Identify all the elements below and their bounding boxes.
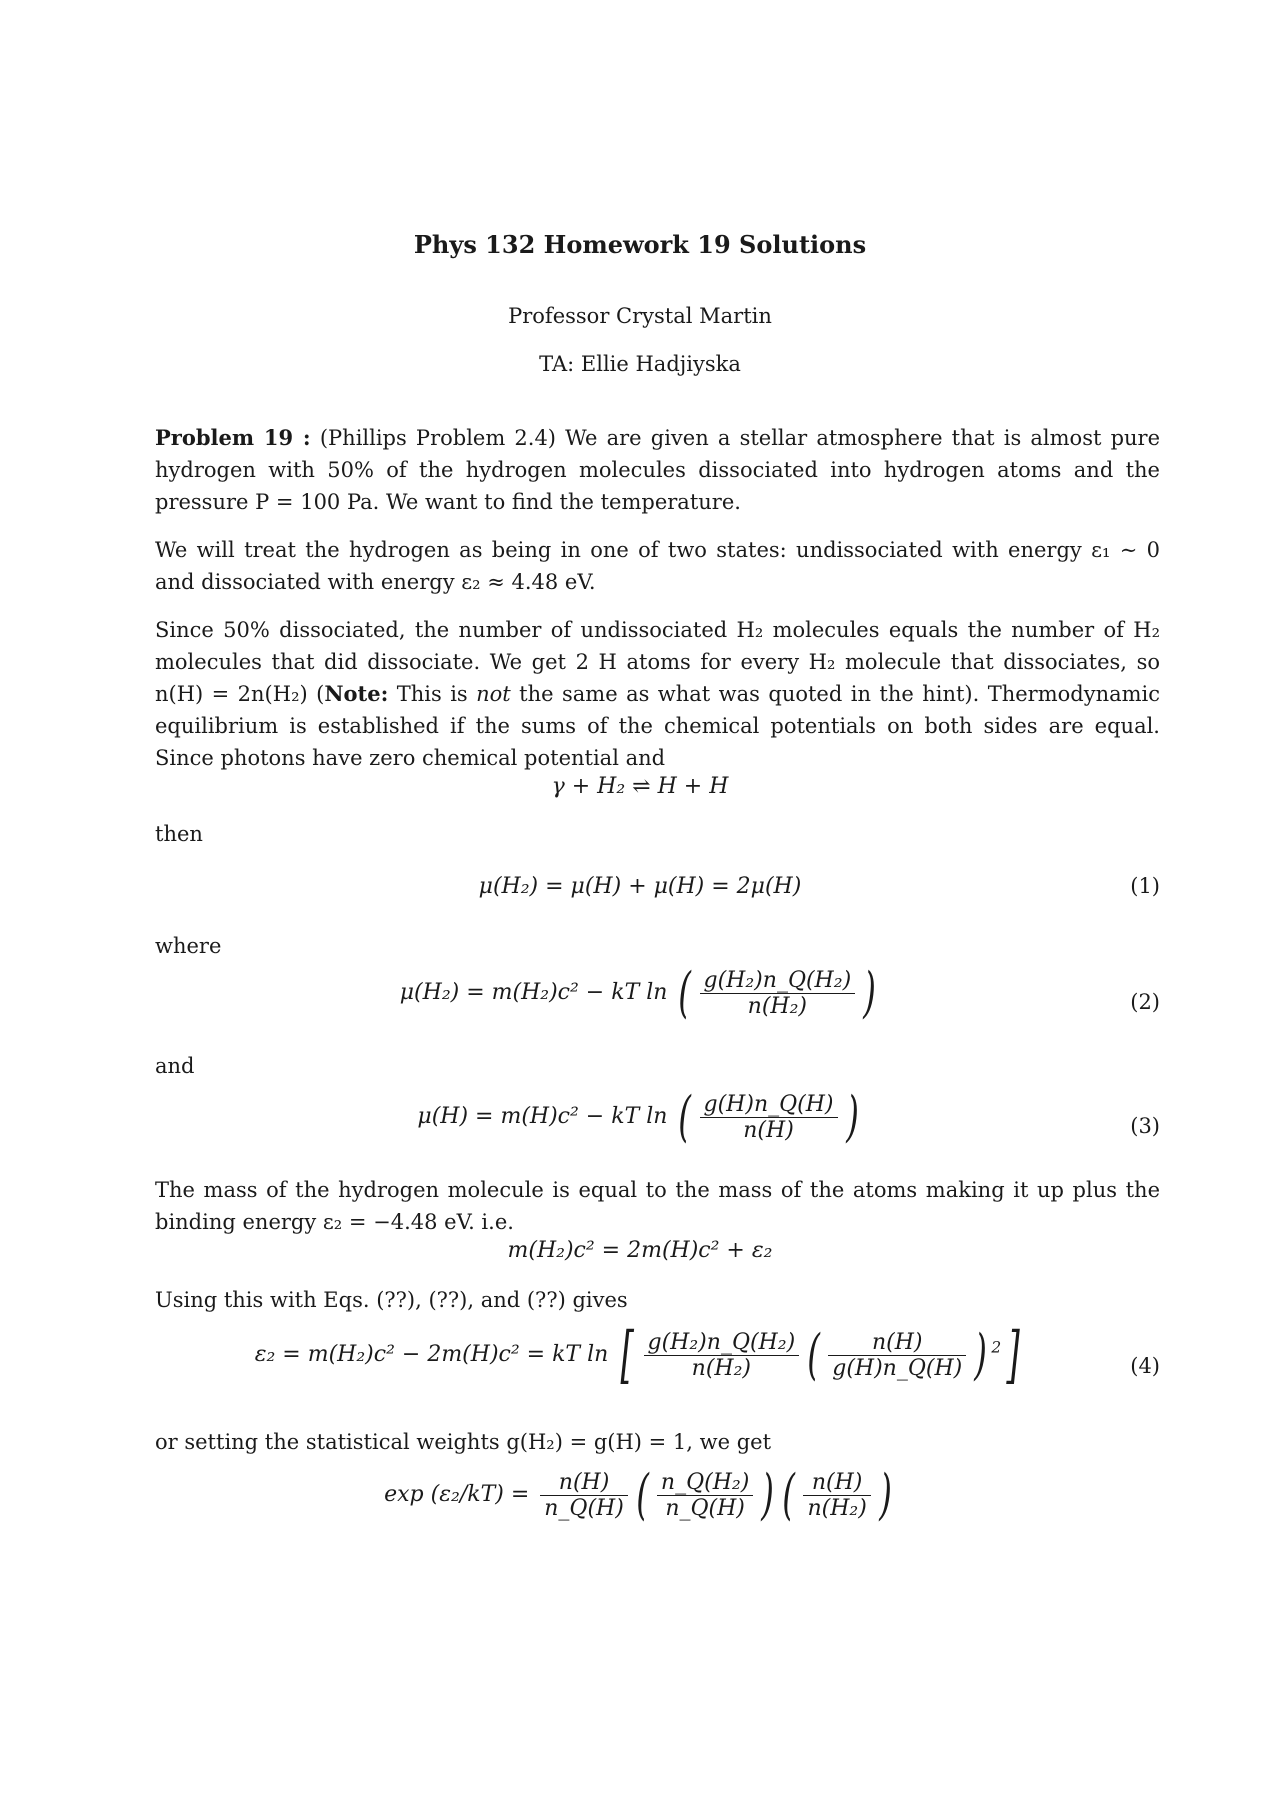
equation-2-denominator: n(H₂) <box>747 993 807 1019</box>
equation-2: μ(H₂) = m(H₂)c² − kT ln ( $\frac{\text{g(H₂)n\_Q(H₂)}}{\text{n(H₂)}}$ ) <box>399 961 877 1024</box>
equation-2-number: (2) <box>1130 990 1160 1014</box>
equation-3: μ(H) = m(H)c² − kT ln ( $\frac{g(H)n\_Q(H)}{n(H)}$ ) <box>417 1085 859 1148</box>
equation-4-fraction1-numerator: g(H₂)n_Q(H₂) <box>644 1330 800 1356</box>
paragraph-equilibrium <box>155 614 1160 774</box>
paragraph-weights: or setting the statistical weights g(H₂) = g(H) = 1, we get <box>155 1430 772 1454</box>
professor-name: Professor Crystal Martin <box>508 304 772 328</box>
equation-2-numerator: g(H₂)n_Q(H₂) <box>700 968 856 994</box>
ta-name: TA: Ellie Hadjiyska <box>539 352 741 376</box>
paragraph-states: We will treat the hydrogen as being in one of two states: undissociated with energy ε₁ ∼ 0 and dissociated with energy ε₂ ≈ 4.48 eV. <box>155 538 1160 594</box>
word-where: where <box>155 934 222 958</box>
equation-2-lhs: μ(H₂) = m(H₂)c² − kT ln <box>399 980 668 1005</box>
emphasis-not: not <box>476 682 511 706</box>
equation-3-lhs: μ(H) = m(H)c² − kT ln <box>417 1104 668 1129</box>
equation-4-fraction2-numerator: n(H) <box>828 1330 966 1356</box>
paragraph-equilibrium-text-a: Since 50% dissociated, the number of undissociated H₂ molecules equals the number of H₂ molecules that did dissociate. We get 2 H atoms for every H₂ molecule that dissociates, so n(H) = 2n(H₂) ( <box>155 618 1160 706</box>
equation-3-numerator: g(H)n_Q(H) <box>700 1092 838 1118</box>
document-title: Phys 132 Homework 19 Solutions <box>413 230 867 259</box>
equation-1: μ(H₂) = μ(H) + μ(H) = 2μ(H) <box>478 874 802 899</box>
equation-5-fraction2-numerator: n_Q(H₂) <box>657 1470 753 1496</box>
problem-statement <box>155 422 1160 518</box>
equation-5-fraction3-numerator: n(H) <box>803 1470 870 1496</box>
paragraph-using: Using this with Eqs. (??), (??), and (??) gives <box>155 1288 628 1312</box>
equation-5-fraction2-denominator: n_Q(H) <box>665 1495 745 1521</box>
paragraph-equilibrium-text-c: the same as what was quoted in the hint). Thermodynamic equilibrium is established if the sums of the chemical potentials on both sides are equal. Since photons have zero chemical potential and <box>155 682 1161 770</box>
equation-3-number: (3) <box>1130 1114 1160 1138</box>
problem-label: Problem 19 : <box>155 425 311 450</box>
problem-text: (Phillips Problem 2.4) We are given a stellar atmosphere that is almost pure hydrogen with 50% of the hydrogen molecules dissociated into hydrogen atoms and the pressure P = 100 Pa. We want to find the temperature. <box>155 426 1160 514</box>
equation-5-fraction3-denominator: n(H₂) <box>807 1495 867 1521</box>
equation-4-fraction1-denominator: n(H₂) <box>691 1355 751 1381</box>
equation-4-lhs: ε₂ = m(H₂)c² − 2m(H)c² = kT ln <box>254 1342 609 1367</box>
word-and: and <box>155 1054 195 1078</box>
equation-3-denominator: n(H) <box>743 1117 794 1143</box>
paragraph-equilibrium-text-b: This is <box>388 682 477 706</box>
equation-5-fraction1-denominator: n_Q(H) <box>544 1495 624 1521</box>
mass-equation: m(H₂)c² = 2m(H)c² + ε₂ <box>507 1238 773 1263</box>
word-then: then <box>155 822 203 846</box>
equation-1-number: (1) <box>1130 874 1160 898</box>
equation-4: ε₂ = m(H₂)c² − 2m(H)c² = kT ln [ $\frac{\text{g(H₂)n\_Q(H₂)}}{\text{n(H₂)}}$ ( $\frac{n(H)}{g(H)n\_Q(H)}$ ) $^2$] <box>254 1318 1020 1391</box>
equation-4-number: (4) <box>1130 1354 1160 1378</box>
reaction-equation: γ + H₂ ⇌ H + H <box>551 774 729 799</box>
note-label: Note: <box>324 681 389 706</box>
equation-5: exp (ε₂/kT) = $\frac{n(H)}{n\_Q(H)}$ ( $\frac{\text{n\_Q(H₂)}}{n\_Q(H)}$ ) ( $\frac{n(H)}{\text{n(H₂)}}$ ) <box>384 1463 892 1526</box>
equation-5-lhs: exp (ε₂/kT) = <box>384 1482 530 1507</box>
equation-5-fraction1-numerator: n(H) <box>540 1470 628 1496</box>
equation-4-power: 2 <box>991 1338 1002 1357</box>
equation-4-fraction2-denominator: g(H)n_Q(H) <box>832 1355 963 1381</box>
paragraph-mass: The mass of the hydrogen molecule is equal to the mass of the atoms making it up plus the binding energy ε₂ = −4.48 eV. i.e. <box>155 1178 1160 1234</box>
